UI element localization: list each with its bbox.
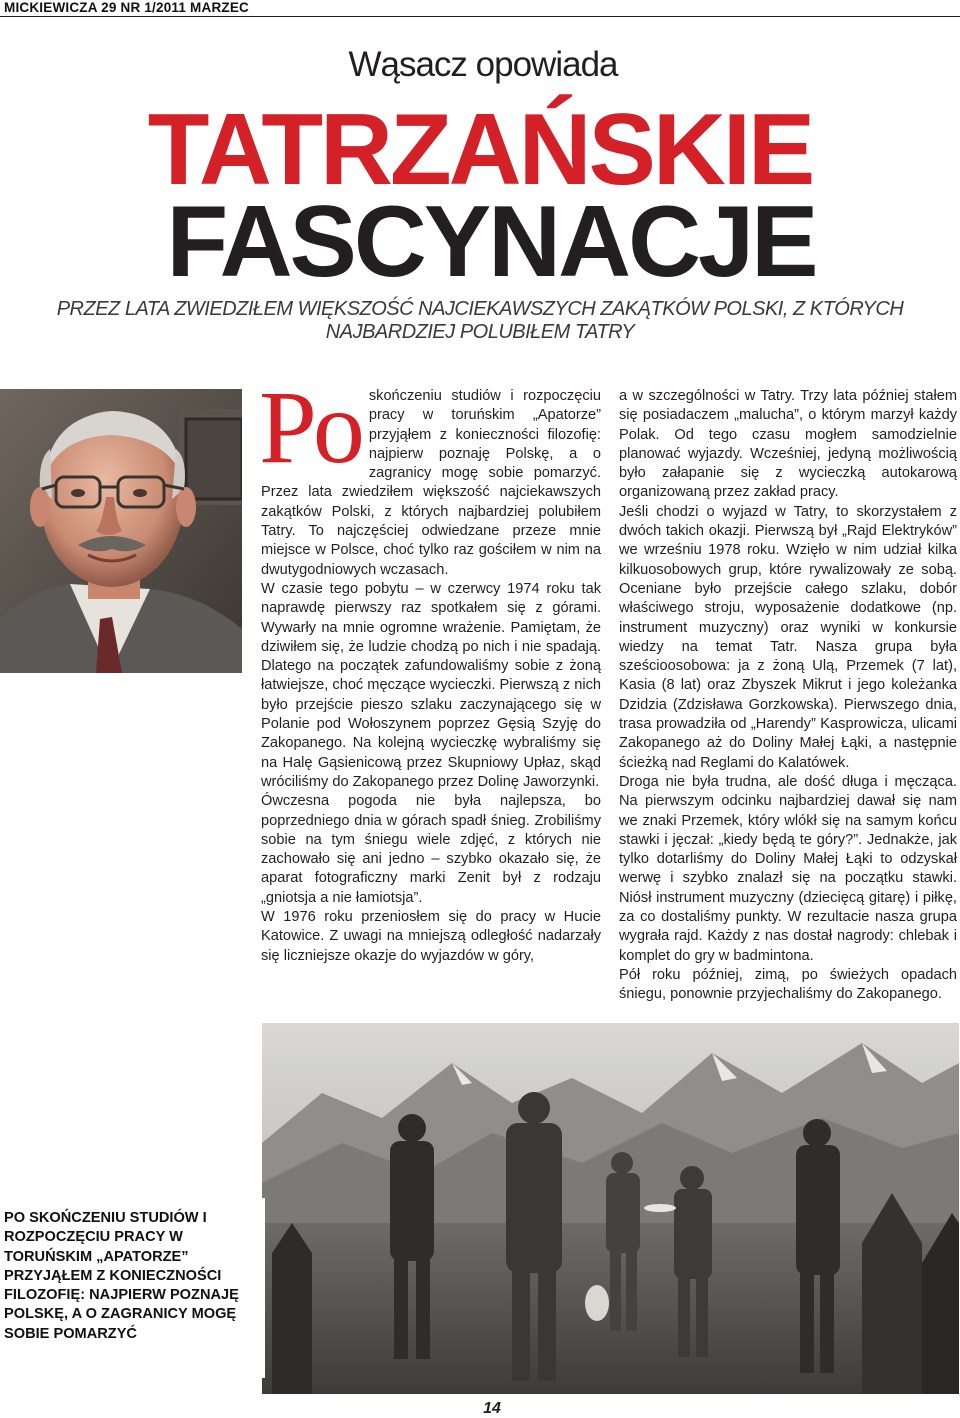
author-portrait <box>0 389 242 673</box>
group-mountain-photo <box>262 1023 959 1394</box>
paragraph: W czasie tego pobytu – w czerwcy 1974 roku tak naprawdę pierwszy raz spotkałem się z górami. Wywarły na mnie ogromne wrażenie. Pamiętam, że dziwiłem się, że ludzie chodzą po nich i nie spadają. Dlatego na początek zafundowaliśmy sobie z żoną łatwiejsze, choć męczące wycieczki. Pierwszą z nich było przejście pieszo szlaku zaczynającego się w Polanie pod Wołoszynem poprzez Gęsią Szyję do Zakopanego. Na kolejną wycieczkę wybraliśmy się na Halę Gąsienicową przez Skupniowy Upłaz, skąd wróciliśmy do Zakopanego przez Dolinę Jaworzynki. <box>261 580 601 790</box>
issue-label: MICKIEWICZA 29 NR 1/2011 MARZEC <box>4 0 249 15</box>
article-title-line2: FASCYNACJE <box>166 186 816 298</box>
paragraph: a w szczególności w Tatry. Trzy lata później stałem się posiadaczem „malucha”, o którym marzył każdy Polak. Od tego czasu mogłem samodzielnie planować wyjazdy. Wcześniej, jedyną możliwością było załapanie się z wycieczką autokarową organizowaną przez zakład pracy. <box>619 388 957 501</box>
article-kicker: Wąsacz opowiada <box>348 45 618 84</box>
article-title-line1: TATRZAŃSKIE <box>147 94 813 206</box>
paragraph: Ówczesna pogoda nie była najlepsza, bo poprzedniego dnia w górach spadł śnieg. Zrobiliśmy sobie na tym śniegu wiele zdjęć, z których nie zachowało się ani jedno – szybko okazało się, że aparat fotograficzny marki Zenit był z rodzaju „gniotsja a nie łamiotsja”. <box>261 793 601 906</box>
header-rule <box>0 16 960 17</box>
paragraph: Jeśli chodzi o wyjazd w Tatry, to skorzystałem z dwóch takich okazji. Pierwszą był „Rajd Elektryków” we wrześniu 1978 roku. Wzięło w nim udział kilka kilkuosobowych grup, które rywalizowały ze sobą. Oceniane było przejście całego szlaku, dobór właściwego stroju, wyposażenie dodatkowe (np. instrument muzyczny) oraz wyniki w konkursie wiedzy na temat Tatr. Nasza grupa była sześcioosobowa: ja z żoną Ulą, Przemek (7 lat), Kasia (8 lat) oraz Zbyszek Mikrut i jego koleżanka Dzidzia (Zdzisława Gorzkowska). Pierwszego dnia, trasa prowadziła od „Harendy” Kasprowicza, ulicami Zakopanego aż do Doliny Małej Łąki, a następnie ścieżką nad Reglami do Kalatówek. <box>619 503 957 771</box>
body-column-middle <box>259 370 601 966</box>
first-paragraph <box>259 370 601 580</box>
pull-quote-text: PO SKOŃCZENIU STUDIÓW I ROZPOCZĘCIU PRACY W TORUŃSKIM „APATORZE” PRZYJĄŁEM Z KONIECZNOŚCI FILOZOFIĘ: NAJPIERW POZNAJĘ POLSKĘ, A O ZAGRANICY MOGĘ SOBIE POMARZYĆ <box>4 1210 239 1342</box>
article-lead: PRZEZ LATA ZWIEDZIŁEM WIĘKSZOŚĆ NAJCIEKAWSZYCH ZAKĄTKÓW POLSKI, Z KTÓRYCH NAJBARDZIEJ POLUBIŁEM TATRY <box>56 298 904 343</box>
running-header <box>0 0 960 17</box>
paragraph: W 1976 roku przeniosłem się do pracy w Hucie Katowice. Z uwagi na mniejszą odległość nadarzały się liczniejsze okazje do wyjazdów w góry, <box>261 909 601 964</box>
paragraph: skończeniu studiów i rozpoczęciu pracy w toruńskim „Apatorze” przyjąłem z konieczności filozofię: najpierw poznaję Polskę, a o zagranicy mogę sobie pomarzyć. Przez lata zwiedziłem większość najciekawszych zakątków Polski, z których najbardziej polubiłem Tatry. To najczęściej odwiedzane przeze mnie miejsce w Polsce, choć tylko raz gościłem w nim na dwutygodniowych wczasach. <box>261 388 601 578</box>
paragraph: Droga nie była trudna, ale dość długa i męcząca. Na pierwszym odcinku najbardziej dawał się nam we znaki Przemek, który wlókł się na samym końcu stawki i jęczał: „kiedy będą te góry?”. Jednakże, jak tylko dotarliśmy do Doliny Małej Łąki to odzyskał werwę i szybko znalazł się na początku stawki. Niósł instrument muzyczny (dziecięcą gitarę) i piłkę, za co dostaliśmy punkty. W rezultacie nasza grupa wygrała rajd. Każdy z nas dostał nagrody: chlebak i komplet do gry w badmintona. <box>619 773 957 964</box>
dropcap: Po <box>259 370 361 485</box>
body-column-right <box>619 387 957 1005</box>
pull-quote <box>0 1198 265 1378</box>
page-number: 14 <box>483 1400 501 1417</box>
paragraph: Pół roku później, zimą, po świeżych opadach śniegu, ponownie przyjechaliśmy do Zakopanego. <box>619 966 957 1003</box>
